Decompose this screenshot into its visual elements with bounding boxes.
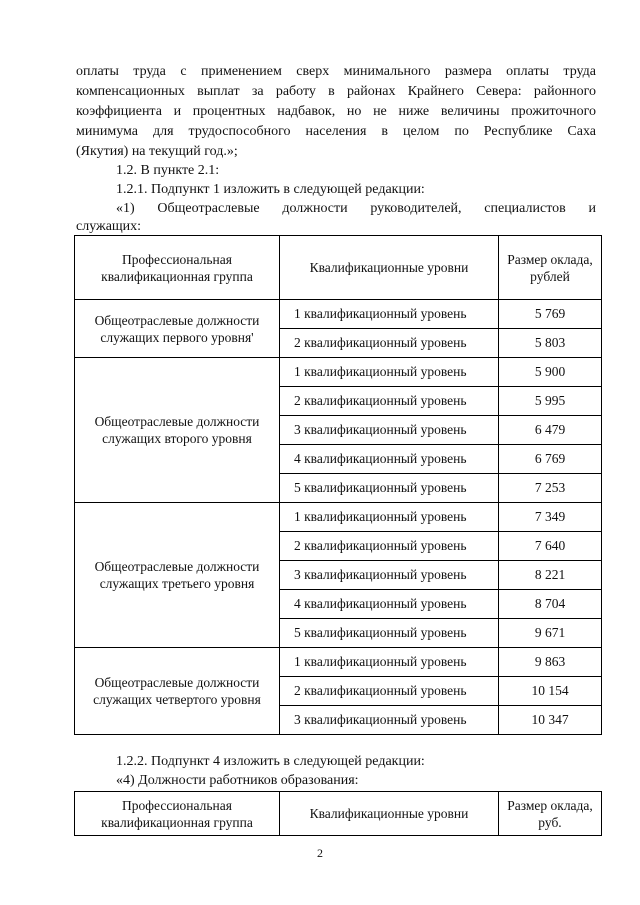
table-row <box>75 648 602 677</box>
item-1-2-2: 1.2.2. Подпункт 4 изложить в следующей редакции: <box>116 754 425 769</box>
table-row <box>75 503 602 532</box>
header-levels: Квалификационные уровни <box>280 792 499 836</box>
quote-1-line-1: «1) Общеотраслевые должности руководителей, специалистов и <box>116 201 596 216</box>
salary-cell: 8 221 <box>499 561 602 590</box>
quote-2: «4) Должности работников образования: <box>116 773 359 788</box>
salary-cell: 6 769 <box>499 445 602 474</box>
header-group: Профессиональная квалификационная группа <box>75 792 280 836</box>
salary-cell: 8 704 <box>499 590 602 619</box>
quote-1-line-2: служащих: <box>76 219 142 234</box>
header-salary: Размер оклада, руб. <box>499 792 602 836</box>
intro-line: коэффициента и процентных надбавок, но не ниже величины прожиточного <box>76 104 596 119</box>
table-header-row <box>75 236 602 300</box>
level-cell: 2 квалификационный уровень <box>280 387 499 416</box>
level-cell: 1 квалификационный уровень <box>280 503 499 532</box>
salary-cell: 7 349 <box>499 503 602 532</box>
salary-cell: 5 900 <box>499 358 602 387</box>
level-cell: 5 квалификационный уровень <box>280 474 499 503</box>
salary-cell: 6 479 <box>499 416 602 445</box>
intro-line: (Якутия) на текущий год.»; <box>76 144 238 159</box>
level-cell: 5 квалификационный уровень <box>280 619 499 648</box>
salary-table-1-body <box>75 300 602 735</box>
salary-cell: 9 671 <box>499 619 602 648</box>
table-header-row <box>75 792 602 836</box>
level-cell: 3 квалификационный уровень <box>280 561 499 590</box>
table-row <box>75 300 602 329</box>
intro-line: оплаты труда с применением сверх минимального размера оплаты труда <box>76 64 596 79</box>
table-row <box>75 358 602 387</box>
header-salary: Размер оклада, рублей <box>499 236 602 300</box>
page-number: 2 <box>317 846 323 860</box>
level-cell: 2 квалификационный уровень <box>280 532 499 561</box>
intro-line: компенсационных выплат за работу в районах Крайнего Севера: районного <box>76 84 596 99</box>
level-cell: 1 квалификационный уровень <box>280 300 499 329</box>
salary-cell: 7 253 <box>499 474 602 503</box>
level-cell: 3 квалификационный уровень <box>280 706 499 735</box>
group-name-cell: Общеотраслевые должности служащих четвертого уровня <box>75 648 280 735</box>
level-cell: 1 квалификационный уровень <box>280 358 499 387</box>
group-name-cell: Общеотраслевые должности служащих первого уровня' <box>75 300 280 358</box>
salary-table-2 <box>74 791 602 836</box>
salary-cell: 9 863 <box>499 648 602 677</box>
level-cell: 2 квалификационный уровень <box>280 677 499 706</box>
level-cell: 2 квалификационный уровень <box>280 329 499 358</box>
salary-cell: 5 995 <box>499 387 602 416</box>
item-1-2-1: 1.2.1. Подпункт 1 изложить в следующей редакции: <box>116 182 425 197</box>
salary-cell: 5 803 <box>499 329 602 358</box>
group-name-cell: Общеотраслевые должности служащих второго уровня <box>75 358 280 503</box>
item-1-2: 1.2. В пункте 2.1: <box>116 163 220 178</box>
salary-table-1 <box>74 235 602 735</box>
salary-cell: 10 347 <box>499 706 602 735</box>
level-cell: 4 квалификационный уровень <box>280 445 499 474</box>
intro-line: минимума для трудоспособного населения в целом по Республике Саха <box>76 124 596 139</box>
header-group: Профессиональная квалификационная группа <box>75 236 280 300</box>
salary-cell: 10 154 <box>499 677 602 706</box>
salary-cell: 5 769 <box>499 300 602 329</box>
level-cell: 4 квалификационный уровень <box>280 590 499 619</box>
group-name-cell: Общеотраслевые должности служащих третьего уровня <box>75 503 280 648</box>
salary-cell: 7 640 <box>499 532 602 561</box>
level-cell: 1 квалификационный уровень <box>280 648 499 677</box>
header-levels: Квалификационные уровни <box>280 236 499 300</box>
level-cell: 3 квалификационный уровень <box>280 416 499 445</box>
